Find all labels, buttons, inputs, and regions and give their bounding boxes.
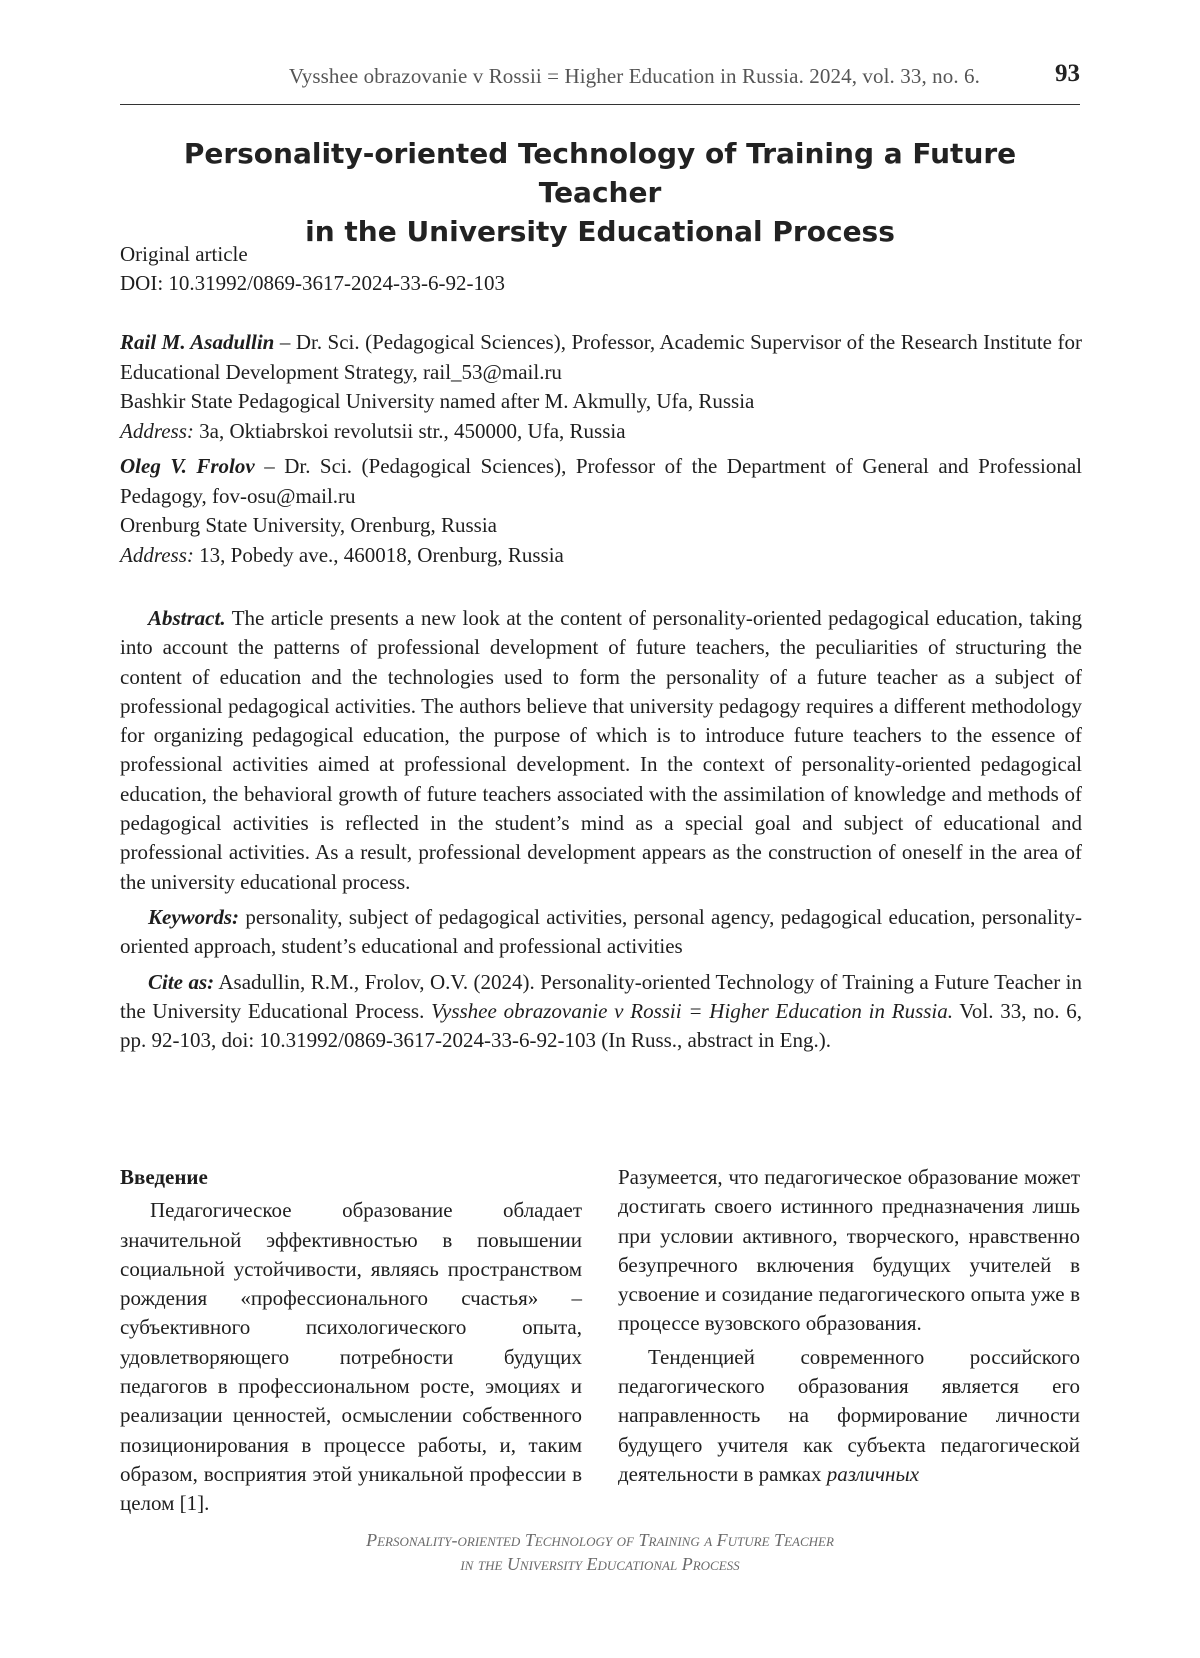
journal-citation: Vysshee obrazovanie v Rossii = Higher Education in Russia. 2024, vol. 33, no. 6.: [288, 64, 980, 88]
cite-text: Asadullin, R.M., Frolov, O.V. (2024). Personality-oriented Technology of Training a Future Teacher in the University Educational Process.: [120, 969, 1082, 1023]
article-title: [120, 134, 1080, 251]
author-block: [120, 452, 1082, 570]
body-column-right: [618, 1163, 1080, 1493]
body-paragraph: [618, 1343, 1080, 1489]
running-footer: [120, 1528, 1080, 1576]
title-line-2: in the University Educational Process: [305, 215, 895, 248]
address-label: Address:: [120, 542, 194, 567]
footer-line-2: in the University Educational Process: [460, 1554, 740, 1574]
keywords-text: personality, subject of pedagogical activities, personal agency, pedagogical education, personality-oriented approach, student’s educational and professional activities: [120, 904, 1082, 959]
author-address: [120, 541, 1082, 571]
section-heading: Введение: [120, 1165, 208, 1189]
body-paragraph-text: Тенденцией современного российского педагогического образования является его направленность на формирование личности будущего учителя как субъекта педагогической деятельности в рамках: [618, 1344, 1080, 1486]
cite-label: Cite as:: [148, 969, 215, 994]
keywords-label: Keywords:: [148, 904, 239, 929]
title-line-1: Personality-oriented Technology of Training a Future Teacher: [183, 137, 1017, 209]
article-meta: [120, 240, 1080, 298]
author-description-line: [120, 328, 1082, 387]
author-address: [120, 417, 1082, 447]
author-block: [120, 328, 1082, 446]
author-name: Rail M. Asadullin: [120, 330, 275, 354]
cite-journal: Vysshee obrazovanie v Rossii = Higher Education in Russia.: [431, 998, 954, 1023]
author-description-line: [120, 452, 1082, 511]
article-type: Original article: [120, 242, 248, 266]
author-affiliation: Bashkir State Pedagogical University named after M. Akmully, Ufa, Russia: [120, 389, 755, 413]
cite-paragraph: [120, 968, 1082, 1056]
keywords-paragraph: [120, 903, 1082, 962]
address-text: 3a, Oktiabrskoi revolutsii str., 450000, Ufa, Russia: [193, 418, 626, 443]
abstract-label: Abstract.: [148, 606, 226, 630]
address-text: 13, Pobedy ave., 460018, Orenburg, Russia: [193, 542, 564, 567]
body-paragraph-italic: различных: [826, 1461, 920, 1486]
body-column-left: [120, 1163, 582, 1523]
footer-line-1: Personality-oriented Technology of Training a Future Teacher: [366, 1530, 834, 1550]
author-description: – Dr. Sci. (Pedagogical Sciences), Professor, Academic Supervisor of the Research Institute for Educational Development Strategy, rail_53@mail.ru: [120, 330, 1082, 384]
abstract-section: [120, 604, 1082, 1061]
running-header: [120, 60, 1080, 105]
address-label: Address:: [120, 418, 194, 443]
authors-section: [120, 328, 1082, 576]
abstract-paragraph: [120, 604, 1082, 897]
abstract-text: The article presents a new look at the content of personality-oriented pedagogical education, taking into account the patterns of professional development of future teachers, the peculiarities of structuring the content of education and the technologies used to form the personality of a future teacher as a subject of professional pedagogical activities. The authors believe that university pedagogy requires a different methodology for organizing pedagogical education, the purpose of which is to introduce future teachers to the essence of professional activities aimed at professional development. In the context of personality-oriented pedagogical education, the behavioral growth of future teachers associated with the assimilation of knowledge and methods of pedagogical activities is reflected in the student’s mind as a special goal and subject of educational and professional activities. As a result, professional development appears as the construction of oneself in the area of the university educational process.: [120, 606, 1082, 894]
page-number: 93: [1055, 60, 1080, 87]
cite-text-end: Vol. 33, no. 6, pp. 92-103, doi: 10.31992/0869-3617-2024-33-6-92-103 (In Russ., abstract in Eng.).: [120, 998, 1083, 1053]
doi: DOI: 10.31992/0869-3617-2024-33-6-92-103: [120, 271, 505, 295]
author-name: Oleg V. Frolov: [120, 454, 255, 478]
author-description: – Dr. Sci. (Pedagogical Sciences), Professor of the Department of General and Professional Pedagogy, fov-osu@mail.ru: [120, 454, 1082, 508]
body-paragraph: Разумеется, что педагогическое образование может достигать своего истинного предназначения лишь при условии активного, творческого, нравственно безупречного включения будущих учителей в усвоение и созидание педагогического опыта уже в процессе вузовского образования.: [618, 1165, 1080, 1336]
author-affiliation: Orenburg State University, Orenburg, Russia: [120, 513, 497, 537]
body-paragraph: Педагогическое образование обладает значительной эффективностью в повышении социальной устойчивости, являясь пространством рождения «профессионального счастья» – субъективного психологического опыта, удовлетворяющего потребности будущих педагогов в профессиональном росте, эмоциях и реализации ценностей, осмыслении собственного позиционирования в процессе работы, и, таким образом, восприятия этой уникальной профессии в целом [1].: [120, 1198, 582, 1516]
